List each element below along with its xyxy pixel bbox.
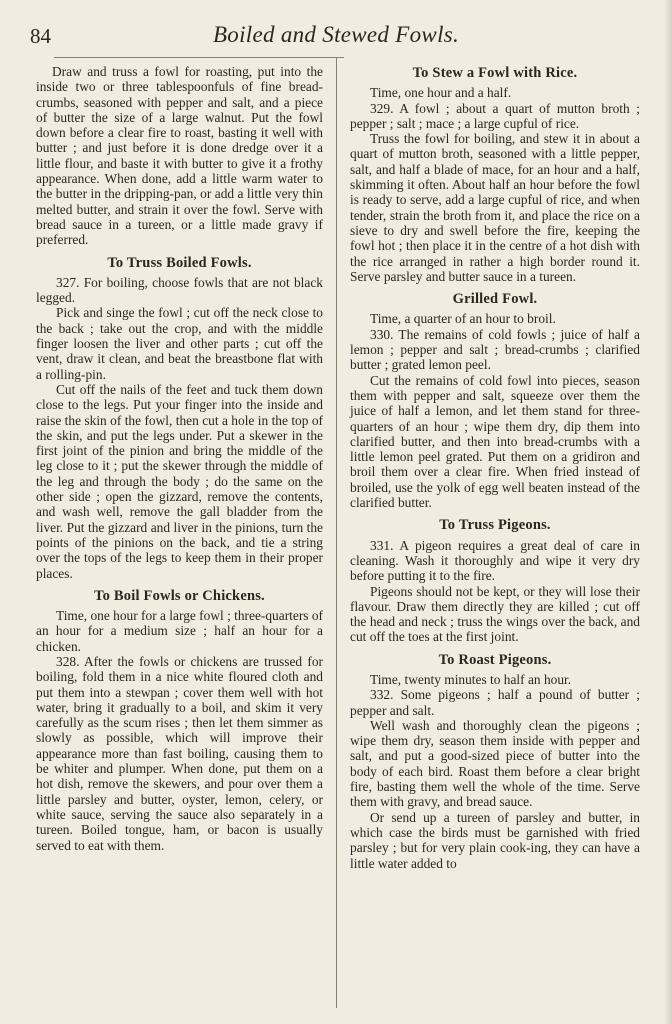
truss-pigeons-p1: 331. A pigeon requires a great deal of care in cleaning. Wash it thoroughly and wipe it very dry before putting it to the fire. <box>350 537 640 584</box>
section-title-grilled-fowl: Grilled Fowl. <box>452 291 538 308</box>
stew-fowl-p3: Truss the fowl for boiling, and stew it in about a quart of mutton broth, seasoned with a little pepper, salt, and half a blade of mace, for an hour and a half, skimming it often. About half an hour before the fowl is ready to serve, add a large cupful of rice, and when tender, strain the broth from it, and place the rice on a sieve to dry and swell before the fire, keeping the fowl hot ; then place it in the centre of a hot dish with the rice arranged in rather a high border round it. Serve parsley and butter sauce in a tureen. <box>350 131 640 284</box>
stew-fowl-p1: Time, one hour and a half. <box>370 85 512 101</box>
page-edge-shadow <box>664 0 672 1024</box>
right-column <box>350 64 640 871</box>
roast-fowl-paragraph: Draw and truss a fowl for roasting, put into the inside two or three tablespoonfuls of fine bread-crumbs, seasoned with pepper and salt, and a piece of butter the size of a large walnut. Put the fowl down before a clear fire to roast, basting it well with butter ; and just before it is done dredge over it a little flour, and baste it with butter to give it a frothy appearance. When done, add a little warm water to the butter in the dripping-pan, or add a little very thin melted butter, and strain it over the fowl. Serve with bread sauce in a tureen, or a little made gravy if preferred. <box>36 64 323 248</box>
truss-boiled-p3: Cut off the nails of the feet and tuck them down close to the legs. Put your finger into the inside and raise the skin of the fowl, then cut a hole in the top of the skin, and put the legs under. Put a skewer in the first joint of the pinion and bring the middle of the leg close to it ; put the skewer through the middle of the leg and through the body ; do the same on the other side ; open the gizzard, remove the contents, and wash well, remove the gall bladder from the liver. Put the gizzard and liver in the pinions, turn the points of the pinions on the back, and tie a string over the tops of the legs to keep them in their proper places. <box>36 381 323 581</box>
grilled-fowl-p1: Time, a quarter of an hour to broil. <box>370 311 556 327</box>
boil-fowls-p1: Time, one hour for a large fowl ; three-quarters of an hour for a medium size ; half an hour for a chicken. <box>36 608 323 654</box>
header-rule <box>54 57 344 58</box>
stew-fowl-p2: 329. A fowl ; about a quart of mutton broth ; pepper ; salt ; mace ; a large cupful of rice. <box>350 100 640 131</box>
section-title-boil-fowls: To Boil Fowls or Chickens. <box>94 587 265 604</box>
truss-boiled-p2: Pick and singe the fowl ; cut off the neck close to the back ; take out the crop, and with the middle finger loosen the liver and other parts ; cut off the vent, draw it clean, and beat the breastbone flat with a rolling-pin. <box>36 305 323 382</box>
truss-pigeons-p2: Pigeons should not be kept, or they will lose their flavour. Draw them directly they are killed ; cut off the head and neck ; truss the wings over the back, and cut off the toes at the first joint. <box>350 583 640 645</box>
section-title-stew-fowl-rice: To Stew a Fowl with Rice. <box>412 65 578 81</box>
grilled-fowl-p2: 330. The remains of cold fowls ; juice of half a lemon ; pepper and salt ; bread-crumbs ; clarified butter ; grated lemon peel. <box>350 326 640 373</box>
running-head: Boiled and Stewed Fowls. <box>212 22 460 47</box>
truss-boiled-p1: 327. For boiling, choose fowls that are not black legged. <box>36 274 323 306</box>
roast-pigeons-p3: Well wash and thoroughly clean the pigeons ; wipe them dry, season them inside with pepper and salt, and put a good-sized piece of butter into the body of each bird. Roast them before a clear bright fire, basting them well the whole of the time. Serve them with gravy, and bread sauce. <box>350 717 640 810</box>
section-title-roast-pigeons: To Roast Pigeons. <box>438 651 552 668</box>
boil-fowls-p2: 328. After the fowls or chickens are trussed for boiling, fold them in a nice white floured cloth and put them into a stewpan ; cover them well with hot water, bring it gradually to a boil, and skim it very carefully as the scum rises ; then let them simmer as slowly as possible, which will improve their appearance more than fast boiling, causing them to be whiter and plumper. When done, put them on a hot dish, remove the skewers, and pour over them a little parsley and butter, oyster, lemon, celery, or white sauce, serving the sauce also separately in a tureen. Boiled tongue, ham, or bacon is usually served to eat with them. <box>36 653 323 853</box>
section-title-truss-boiled-fowls: To Truss Boiled Fowls. <box>107 254 252 271</box>
page-header <box>30 22 642 52</box>
column-divider <box>336 58 337 1008</box>
roast-pigeons-p1: Time, twenty minutes to half an hour. <box>370 671 572 687</box>
grilled-fowl-p3: Cut the remains of cold fowl into pieces, season them with pepper and salt, squeeze over them the juice of half a lemon, and let them stand for three-quarters of an hour ; wipe them dry, dip them into clarified butter, and then into bread-crumbs with a little lemon peel grated. Put them on a gridiron and broil them over a clear fire. When fried instead of broiled, use the yolk of egg well beaten instead of the clarified butter. <box>350 372 640 511</box>
page-number: 84 <box>30 24 51 48</box>
section-title-truss-pigeons: To Truss Pigeons. <box>439 517 551 534</box>
roast-pigeons-p2: 332. Some pigeons ; half a pound of butter ; pepper and salt. <box>350 687 640 718</box>
left-column <box>36 64 323 853</box>
roast-pigeons-p4: Or send up a tureen of parsley and butter, in which case the birds must be garnished with fried parsley ; but for very plain cook-ing, they can have a little water added to <box>350 809 640 871</box>
